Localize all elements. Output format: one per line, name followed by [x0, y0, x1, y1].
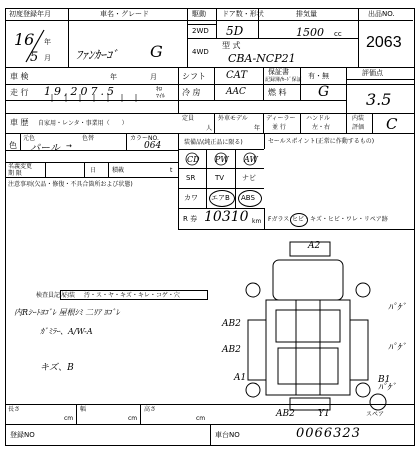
length-unit: cm	[64, 415, 74, 422]
ac-value: AAC	[226, 87, 246, 97]
height-label: 高さ	[144, 406, 157, 413]
drive-4wd: 4WD	[192, 48, 209, 56]
color-label: 色	[9, 141, 17, 150]
grade-label: 評価点	[362, 69, 383, 77]
recycle-ticket-unit: km	[252, 218, 262, 225]
width-label: 幅	[80, 406, 87, 413]
loading-label: 積載	[112, 167, 125, 174]
code-ab2-bottom: AB2	[276, 409, 295, 419]
first-reg-year: 16	[14, 30, 35, 49]
recycle-ticket-label: R 券	[183, 215, 198, 223]
cd-icon	[186, 153, 200, 165]
svg-text:CD: CD	[187, 155, 200, 164]
warranty-label: 保証書	[268, 68, 289, 76]
color-code: 064	[144, 141, 162, 151]
fglass-chip-circle	[290, 213, 308, 227]
equip-tv: TV	[215, 174, 225, 182]
code-page-3: ﾊﾟｹﾞ	[378, 383, 397, 393]
svg-text:AW: AW	[244, 155, 258, 164]
car-grade: G	[150, 42, 163, 61]
abs-circle	[238, 190, 262, 207]
car-grade-label: 車名・グレード	[100, 10, 149, 18]
equip-navi: ナビ	[242, 174, 256, 182]
chassis-label: 車台NO	[215, 431, 240, 439]
color-value: パール	[30, 143, 60, 154]
ac-label: 冷 房	[182, 88, 201, 97]
lot-label: 出品NO.	[368, 10, 395, 18]
capacity-label: 定員	[182, 115, 195, 122]
displacement-value: 1500	[296, 26, 324, 39]
dealer-label: ディーラー	[266, 115, 296, 122]
equipment-top-row	[178, 150, 264, 168]
exterior-model-unit: 年	[254, 125, 261, 132]
handle-value: 左・右	[312, 124, 331, 131]
day-unit: 日	[90, 167, 97, 174]
inspection-label: 車 検	[10, 72, 29, 81]
displacement-label: 排気量	[296, 10, 317, 18]
month-unit: 月	[44, 54, 51, 62]
first-reg-month: 5	[30, 50, 39, 65]
warranty-sub: 記録簿/ｶｰﾄﾞ保証	[265, 77, 302, 83]
model-label: 型 式	[222, 41, 241, 50]
equip-airbag: エアB	[211, 194, 230, 202]
interior-tag: 内装	[63, 292, 76, 299]
fuel-value: G	[318, 84, 330, 100]
code-a1: A1	[234, 373, 247, 383]
color-arrow: →	[66, 142, 72, 150]
date-slash	[20, 28, 50, 66]
inspector-line-3: キズ、B	[40, 363, 74, 373]
first-reg-label: 初度登録年月	[9, 10, 51, 18]
code-page-1: ﾊﾟｹﾞ	[388, 303, 407, 313]
car-damage-diagram	[178, 230, 415, 420]
mileage-value: 19,207.5	[44, 85, 117, 98]
airbag-circle	[209, 190, 235, 207]
exterior-model-label: 外車モデル	[218, 115, 248, 122]
interior-label: 内装	[352, 115, 365, 122]
color-change-label: 色替	[82, 135, 95, 142]
inspection-year-unit: 年	[110, 73, 117, 81]
pw-icon	[214, 153, 229, 165]
code-y1: Y1	[318, 409, 330, 419]
inspector-line-1: 内Rｼｰﾄﾖｺﾞﾚ 屋根ｼﾐ 二ﾘｱ ﾖｺﾞﾚ	[14, 308, 120, 317]
dealer-value: 並 行	[272, 124, 286, 131]
interior-marks: 汚・ス・ヤ・キズ・キレ・コゲ・穴	[84, 292, 180, 299]
mileage-unit-mile: ﾏｲﾙ	[156, 93, 166, 100]
shift-value: CAT	[226, 70, 247, 81]
handle-label: ハンドル	[306, 115, 331, 122]
code-ab2-left: AB2	[222, 319, 241, 329]
fglass-label: Fガラス	[268, 216, 290, 223]
door-count: 5D	[226, 24, 244, 38]
chassis-number: 0066323	[296, 426, 361, 441]
aw-icon	[243, 153, 258, 165]
year-unit: 年	[44, 38, 51, 46]
lot-number: 2063	[366, 34, 402, 51]
length-label: 長さ	[8, 406, 21, 413]
code-ab2-left-b: AB2	[222, 345, 241, 355]
door-label: ドア数・形状	[222, 10, 264, 18]
warranty-options: 有・無	[308, 72, 329, 80]
grade-value: 3.5	[366, 90, 392, 109]
fuel-label: 燃 料	[268, 88, 287, 97]
fglass-options: ヒビ・キズ・ヒビ・ワレ・リペア跡	[292, 216, 388, 223]
inspector-line-2: ｶﾞﾐﾗｰ、A/W-A	[40, 327, 93, 336]
drive-2wd: 2WD	[192, 27, 209, 35]
code-page-2: ﾊﾟｹﾞ	[388, 343, 407, 353]
spare-label: スペア	[366, 411, 385, 418]
equipment-label: 装備品(純正品に限る)	[184, 139, 243, 146]
inspection-month-unit: 月	[150, 73, 157, 81]
color-prefix: 元色	[23, 135, 36, 142]
equip-sr: SR	[186, 174, 196, 182]
recycle-ticket-value: 10310	[204, 209, 249, 225]
mileage-label: 走 行	[10, 88, 29, 97]
notes-label: 注意事項(欠品・修復・不具合箇所および状態)	[8, 181, 133, 188]
code-a2: A2	[308, 241, 321, 251]
interior-grade: C	[386, 115, 398, 133]
svg-text:PW: PW	[215, 155, 229, 164]
cc-unit: cc	[334, 30, 342, 38]
inspector-label: 検査員記入	[36, 292, 67, 299]
equip-abs: ABS	[241, 194, 255, 202]
mileage-unit-km: ｷﾛ	[156, 86, 163, 93]
code-b1: B1	[378, 375, 391, 385]
history-options: 自家用・レンタ・事業用（ ）	[38, 120, 128, 127]
equip-leather: カワ	[184, 194, 198, 202]
interior-label2: 評価	[352, 124, 365, 131]
car-name: ﾌｧﾝｶｰｺﾞ	[76, 48, 119, 62]
model-code: CBA-NCP21	[228, 52, 296, 65]
history-label: 車 歴	[10, 118, 29, 127]
weight-unit: t	[170, 167, 173, 174]
color-code-label: カラーNO.	[130, 135, 159, 142]
drive-label: 駆動	[192, 10, 206, 18]
height-unit: cm	[196, 415, 206, 422]
width-unit: cm	[128, 415, 138, 422]
capacity-unit: 人	[206, 125, 213, 132]
reg-no-label: 登録NO	[10, 431, 35, 439]
selling-points-label: セールスポイント(正常に作動するもの)	[268, 138, 375, 145]
title-deadline-label: 期 限	[8, 170, 22, 177]
shift-label: シフト	[182, 72, 206, 81]
title-change-label: 名義変更	[8, 163, 33, 170]
